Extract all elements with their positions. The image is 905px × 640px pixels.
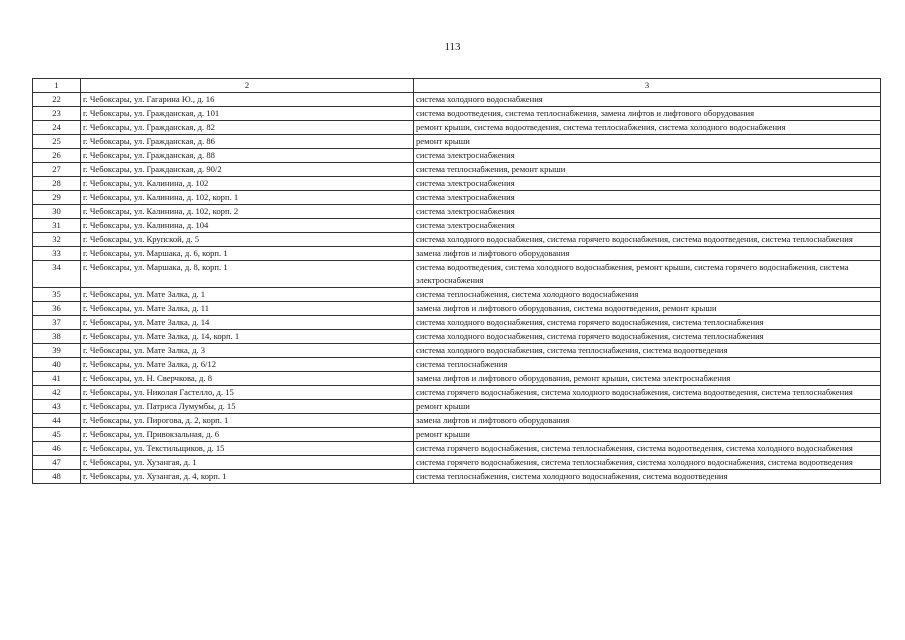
works-cell: замена лифтов и лифтового оборудования, система водоотведения, ремонт крыши (414, 302, 881, 316)
row-number-cell: 36 (33, 302, 81, 316)
works-cell: ремонт крыши (414, 428, 881, 442)
table-row (33, 302, 881, 316)
address-cell: г. Чебоксары, ул. Мате Залка, д. 11 (81, 302, 414, 316)
table-row (33, 93, 881, 107)
table-row (33, 358, 881, 372)
row-number-cell: 28 (33, 177, 81, 191)
works-cell: система теплоснабжения, ремонт крыши (414, 163, 881, 177)
row-number-cell: 37 (33, 316, 81, 330)
works-cell: система холодного водоснабжения, система горячего водоснабжения, система теплоснабжения (414, 330, 881, 344)
address-cell: г. Чебоксары, ул. Текстильщиков, д. 15 (81, 442, 414, 456)
address-cell: г. Чебоксары, ул. Гражданская, д. 88 (81, 149, 414, 163)
table-row (33, 414, 881, 428)
address-cell: г. Чебоксары, ул. Гражданская, д. 86 (81, 135, 414, 149)
page-number: 113 (444, 41, 461, 53)
works-cell: система электроснабжения (414, 177, 881, 191)
table-row (33, 261, 881, 288)
works-cell: система горячего водоснабжения, система теплоснабжения, система холодного водоснабжения, система водоотведения (414, 456, 881, 470)
works-cell: система холодного водоснабжения, система теплоснабжения, система водоотведения (414, 344, 881, 358)
works-table (32, 78, 881, 484)
address-cell: г. Чебоксары, ул. Крупской, д. 5 (81, 233, 414, 247)
address-cell: г. Чебоксары, ул. Калинина, д. 102 (81, 177, 414, 191)
table-row (33, 316, 881, 330)
row-number-cell: 41 (33, 372, 81, 386)
address-cell: г. Чебоксары, ул. Мате Залка, д. 6/12 (81, 358, 414, 372)
row-number-cell: 22 (33, 93, 81, 107)
table-row (33, 205, 881, 219)
address-cell: г. Чебоксары, ул. Мате Залка, д. 3 (81, 344, 414, 358)
address-cell: г. Чебоксары, ул. Хузангая, д. 1 (81, 456, 414, 470)
works-cell: система горячего водоснабжения, система теплоснабжения, система водоотведения, система холодного водоснабжения (414, 442, 881, 456)
address-cell: г. Чебоксары, ул. Гражданская, д. 82 (81, 121, 414, 135)
table-row (33, 400, 881, 414)
table-header-row (33, 79, 881, 93)
row-number-cell: 29 (33, 191, 81, 205)
address-cell: г. Чебоксары, ул. Мате Залка, д. 14 (81, 316, 414, 330)
works-cell: система электроснабжения (414, 191, 881, 205)
works-cell: система холодного водоснабжения, система горячего водоснабжения, система водоотведения, система теплоснабжения (414, 233, 881, 247)
address-cell: г. Чебоксары, ул. Гагарина Ю., д. 16 (81, 93, 414, 107)
address-cell: г. Чебоксары, ул. Патриса Лумумбы, д. 15 (81, 400, 414, 414)
header-cell-1: 1 (33, 79, 81, 93)
row-number-cell: 45 (33, 428, 81, 442)
works-cell: ремонт крыши, система водоотведения, система теплоснабжения, система холодного водоснабжения (414, 121, 881, 135)
table-row (33, 233, 881, 247)
row-number-cell: 40 (33, 358, 81, 372)
table-row (33, 442, 881, 456)
row-number-cell: 39 (33, 344, 81, 358)
row-number-cell: 30 (33, 205, 81, 219)
table-row (33, 456, 881, 470)
address-cell: г. Чебоксары, ул. Калинина, д. 104 (81, 219, 414, 233)
table-row (33, 219, 881, 233)
table-row (33, 330, 881, 344)
row-number-cell: 35 (33, 288, 81, 302)
table-row (33, 288, 881, 302)
row-number-cell: 34 (33, 261, 81, 288)
row-number-cell: 47 (33, 456, 81, 470)
address-cell: г. Чебоксары, ул. Николая Гастелло, д. 15 (81, 386, 414, 400)
address-cell: г. Чебоксары, ул. Мате Залка, д. 14, корп. 1 (81, 330, 414, 344)
table-row (33, 135, 881, 149)
table-row (33, 163, 881, 177)
address-cell: г. Чебоксары, ул. Маршака, д. 6, корп. 1 (81, 247, 414, 261)
address-cell: г. Чебоксары, ул. Н. Сверчкова, д. 8 (81, 372, 414, 386)
address-cell: г. Чебоксары, ул. Мате Залка, д. 1 (81, 288, 414, 302)
table-row (33, 121, 881, 135)
works-cell: замена лифтов и лифтового оборудования, ремонт крыши, система электроснабжения (414, 372, 881, 386)
row-number-cell: 46 (33, 442, 81, 456)
table-row (33, 386, 881, 400)
row-number-cell: 33 (33, 247, 81, 261)
works-cell: система электроснабжения (414, 205, 881, 219)
table-row (33, 177, 881, 191)
row-number-cell: 32 (33, 233, 81, 247)
row-number-cell: 38 (33, 330, 81, 344)
address-cell: г. Чебоксары, ул. Привокзальная, д. 6 (81, 428, 414, 442)
address-cell: г. Чебоксары, ул. Калинина, д. 102, корп. 2 (81, 205, 414, 219)
table-row (33, 247, 881, 261)
row-number-cell: 23 (33, 107, 81, 121)
address-cell: г. Чебоксары, ул. Калинина, д. 102, корп. 1 (81, 191, 414, 205)
works-cell: система электроснабжения (414, 219, 881, 233)
row-number-cell: 27 (33, 163, 81, 177)
row-number-cell: 42 (33, 386, 81, 400)
works-cell: замена лифтов и лифтового оборудования (414, 247, 881, 261)
row-number-cell: 24 (33, 121, 81, 135)
row-number-cell: 44 (33, 414, 81, 428)
works-cell: замена лифтов и лифтового оборудования (414, 414, 881, 428)
works-cell: система холодного водоснабжения, система горячего водоснабжения, система теплоснабжения (414, 316, 881, 330)
row-number-cell: 25 (33, 135, 81, 149)
works-cell: система водоотведения, система холодного водоснабжения, ремонт крыши, система горячего водоснабжения, система электроснабжения (414, 261, 881, 288)
table-row (33, 372, 881, 386)
table-row (33, 470, 881, 484)
works-cell: система горячего водоснабжения, система холодного водоснабжения, система водоотведения, система теплоснабжения (414, 386, 881, 400)
table-row (33, 344, 881, 358)
table-row (33, 107, 881, 121)
table-row (33, 428, 881, 442)
table-row (33, 191, 881, 205)
works-cell: система электроснабжения (414, 149, 881, 163)
row-number-cell: 48 (33, 470, 81, 484)
works-cell: система теплоснабжения (414, 358, 881, 372)
table-row (33, 149, 881, 163)
address-cell: г. Чебоксары, ул. Гражданская, д. 101 (81, 107, 414, 121)
works-cell: система теплоснабжения, система холодного водоснабжения (414, 288, 881, 302)
works-cell: ремонт крыши (414, 135, 881, 149)
address-cell: г. Чебоксары, ул. Гражданская, д. 90/2 (81, 163, 414, 177)
address-cell: г. Чебоксары, ул. Хузангая, д. 4, корп. 1 (81, 470, 414, 484)
row-number-cell: 26 (33, 149, 81, 163)
header-cell-2: 2 (81, 79, 414, 93)
works-cell: система водоотведения, система теплоснабжения, замена лифтов и лифтового оборудования (414, 107, 881, 121)
works-cell: система холодного водоснабжения (414, 93, 881, 107)
address-cell: г. Чебоксары, ул. Маршака, д. 8, корп. 1 (81, 261, 414, 288)
works-cell: ремонт крыши (414, 400, 881, 414)
row-number-cell: 31 (33, 219, 81, 233)
address-cell: г. Чебоксары, ул. Пирогова, д. 2, корп. 1 (81, 414, 414, 428)
works-cell: система теплоснабжения, система холодного водоснабжения, система водоотведения (414, 470, 881, 484)
row-number-cell: 43 (33, 400, 81, 414)
header-cell-3: 3 (414, 79, 881, 93)
